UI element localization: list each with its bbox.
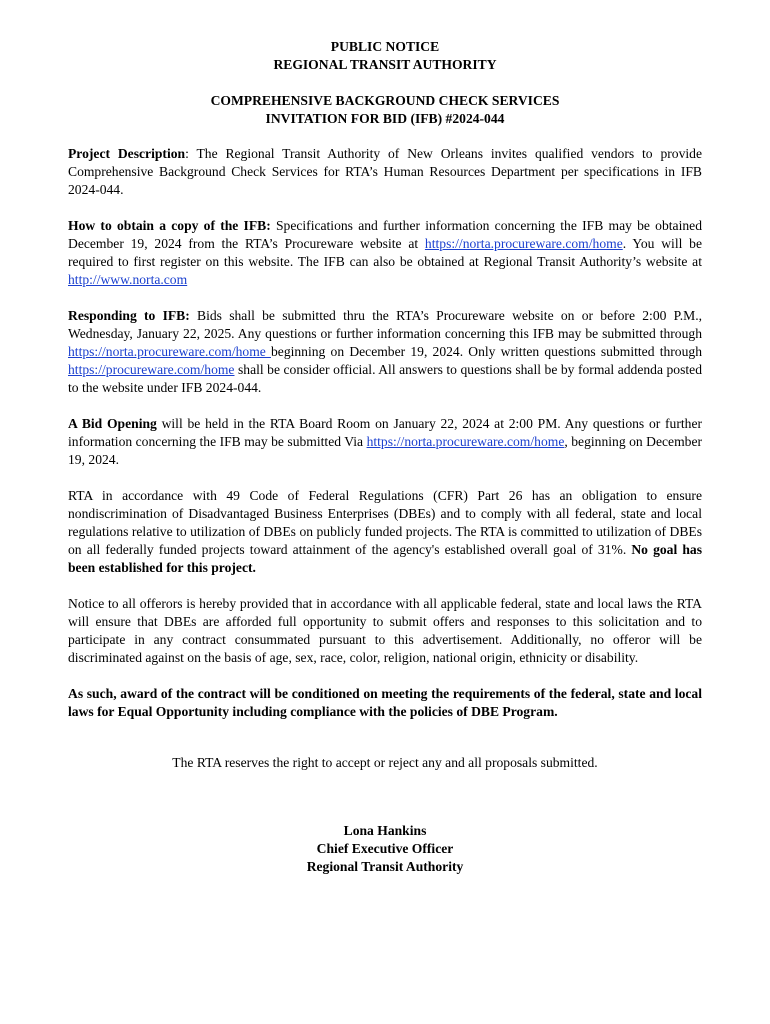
- signatory-organization: Regional Transit Authority: [306, 859, 464, 874]
- award-paragraph: [68, 685, 702, 721]
- award-text: As such, award of the contract will be conditioned on meeting the requirements of the federal, state and local laws for Equal Opportunity including compliance with the policies of DBE Program.: [68, 686, 702, 719]
- notice-header: [68, 38, 702, 74]
- dbe-paragraph: [68, 487, 702, 577]
- public-notice-document: [68, 38, 702, 876]
- bid-opening-procureware-link[interactable]: https://norta.procureware.com/home: [366, 434, 565, 449]
- bid-opening-label: A Bid Opening: [68, 416, 157, 431]
- norta-website-link[interactable]: http://www.norta.com: [68, 272, 188, 287]
- bid-header: [68, 92, 702, 128]
- bid-opening-paragraph: [68, 415, 702, 469]
- responding-text-3: shall be consider official. All answers to questions shall be by formal addenda posted to the website under IFB 2024-044.: [68, 362, 702, 395]
- questions-procureware-link[interactable]: https://procureware.com/home: [68, 362, 235, 377]
- signature-block: [68, 822, 702, 876]
- obtain-ifb-label: How to obtain a copy of the IFB:: [68, 218, 271, 233]
- procureware-link[interactable]: https://norta.procureware.com/home: [424, 236, 623, 251]
- offerors-notice-paragraph: [68, 595, 702, 667]
- obtain-ifb-text-2: . You will be required to first register on this website. The IFB can also be obtained at Regional Transit Authority’s website at: [68, 236, 702, 269]
- responding-paragraph: [68, 307, 702, 397]
- service-title: COMPREHENSIVE BACKGROUND CHECK SERVICES: [210, 93, 560, 108]
- obtain-ifb-paragraph: [68, 217, 702, 289]
- dbe-goal-statement: No goal has been established for this project.: [68, 542, 702, 575]
- project-description-label: Project Description: [68, 146, 186, 161]
- bid-opening-text-1: will be held in the RTA Board Room on January 22, 2024 at 2:00 PM. Any questions or further information concerning the IFB may be submitted Via: [68, 416, 703, 449]
- notice-title: PUBLIC NOTICE: [330, 39, 440, 54]
- signatory-name: Lona Hankins: [343, 823, 427, 838]
- signatory-title: Chief Executive Officer: [316, 841, 454, 856]
- project-description-paragraph: [68, 145, 702, 199]
- project-description-text: : The Regional Transit Authority of New Orleans invites qualified vendors to provide Comprehensive Background Check Services for RTA’s Human Resources Department per specifications in IFB 2024-044.: [68, 146, 702, 197]
- dbe-text: RTA in accordance with 49 Code of Federal Regulations (CFR) Part 26 has an obligation to ensure nondiscrimination of Disadvantaged Business Enterprises (DBEs) and to comply with all federal, state and local regulations relative to utilization of DBEs on publicly funded projects. The RTA is committed to utilization of DBEs on all federally funded projects toward attainment of the agency's established overall goal of 31%.: [68, 488, 702, 557]
- responding-text-1: Bids shall be submitted thru the RTA’s Procureware website on or before 2:00 P.M., Wednesday, January 22, 2025. Any questions or further information concerning this IFB may be submitted through: [68, 308, 702, 341]
- obtain-ifb-text-1: Specifications and further information concerning the IFB may be obtained December 19, 2024 from the RTA’s Procureware website at: [68, 218, 702, 251]
- ifb-number: INVITATION FOR BID (IFB) #2024-044: [265, 111, 505, 126]
- offerors-notice-text: Notice to all offerors is hereby provided that in accordance with all applicable federal, state and local laws the RTA will ensure that DBEs are afforded full opportunity to submit offers and responses to this solicitation and to participate in any contract consummated pursuant to this advertisement. Additionally, no offeror will be discriminated against on the basis of age, sex, race, color, religion, national origin, ethnicity or disability.: [68, 596, 702, 665]
- responding-procureware-link[interactable]: https://norta.procureware.com/home: [68, 344, 271, 359]
- bid-opening-text-2: , beginning on December 19, 2024.: [68, 434, 703, 467]
- responding-text-2: beginning on December 19, 2024. Only written questions submitted through: [270, 344, 702, 359]
- reserve-rights-statement: The RTA reserves the right to accept or reject any and all proposals submitted.: [172, 755, 598, 770]
- responding-label: Responding to IFB:: [68, 308, 190, 323]
- authority-name: REGIONAL TRANSIT AUTHORITY: [273, 57, 497, 72]
